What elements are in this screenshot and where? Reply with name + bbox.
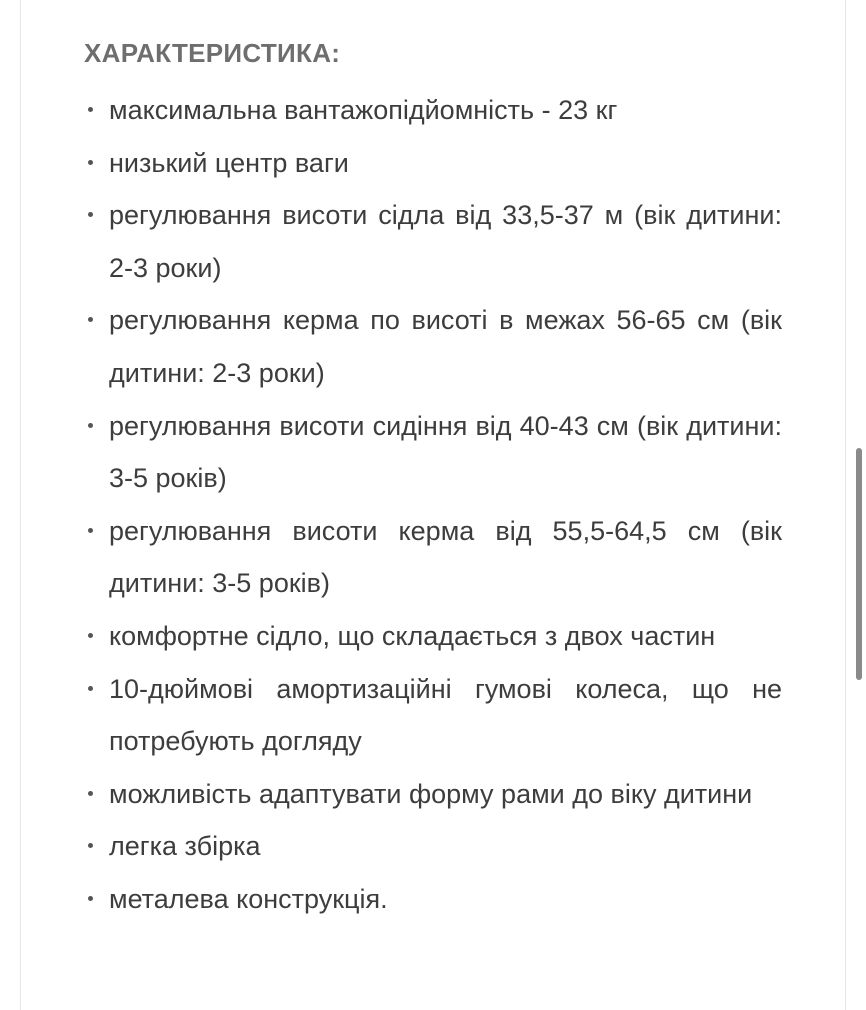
- spec-item: [84, 820, 782, 873]
- spec-item: [84, 84, 782, 137]
- spec-item: [84, 610, 782, 663]
- spec-text: регулювання висоти сідла від 33,5-37 м (вік дитини: 2-3 роки): [109, 200, 782, 283]
- spec-item: [84, 663, 782, 768]
- section-title: ХАРАКТЕРИСТИКА:: [84, 38, 341, 68]
- bullet-icon: [88, 317, 93, 322]
- spec-item: [84, 294, 782, 399]
- spec-text: регулювання висоти сидіння від 40-43 см (вік дитини: 3-5 років): [109, 410, 782, 494]
- spec-item: [84, 137, 782, 190]
- spec-item: [84, 768, 782, 821]
- bullet-icon: [88, 423, 93, 428]
- spec-item: [84, 505, 782, 610]
- bullet-icon: [88, 843, 93, 848]
- spec-text: регулювання висоти керма від 55,5-64,5 см (вік дитини: 3-5 років): [109, 515, 782, 599]
- spec-item: [84, 189, 782, 294]
- spec-text: можливість адаптувати форму рами до віку дитини: [109, 778, 753, 809]
- bullet-icon: [88, 528, 93, 533]
- bullet-icon: [88, 633, 93, 638]
- spec-item: [84, 400, 782, 505]
- bullet-icon: [88, 160, 93, 165]
- spec-text: низький центр ваги: [109, 147, 349, 178]
- spec-text: регулювання керма по висоті в межах 56-65 см (вік дитини: 2-3 роки): [109, 305, 782, 388]
- bullet-icon: [88, 896, 93, 901]
- spec-text: 10-дюймові амортизаційні гумові колеса, що не потребують догляду: [109, 673, 782, 757]
- spec-text: максимальна вантажопідйомність - 23 кг: [109, 95, 618, 125]
- bullet-icon: [88, 107, 93, 112]
- spec-text: металева конструкція.: [109, 883, 388, 914]
- bullet-icon: [88, 791, 93, 796]
- scrollbar-thumb[interactable]: [856, 448, 862, 680]
- spec-list: [84, 84, 782, 926]
- bullet-icon: [88, 686, 93, 691]
- spec-item: [84, 873, 782, 926]
- spec-text: легка збірка: [109, 831, 261, 862]
- spec-text: комфортне сідло, що складається з двох частин: [109, 620, 716, 651]
- bullet-icon: [88, 212, 93, 217]
